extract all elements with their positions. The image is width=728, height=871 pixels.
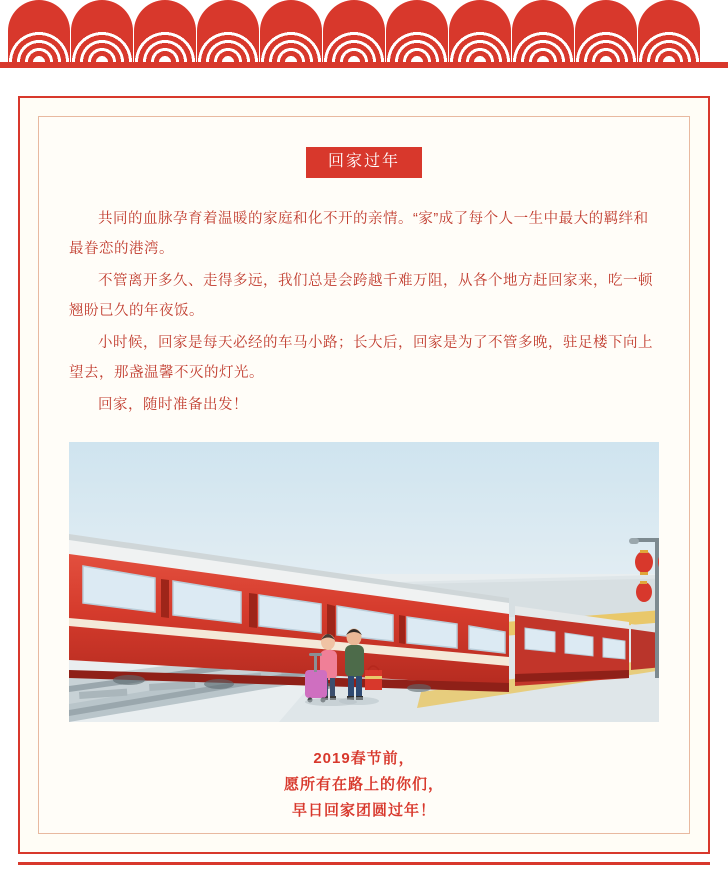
paragraph: 共同的血脉孕育着温暖的家庭和化不开的亲情。“家”成了每个人一生中最大的羁绊和最眷恋的港湾。 <box>69 211 649 257</box>
document-inner-border <box>38 116 690 834</box>
closing-line: 2019春节前， <box>313 750 415 767</box>
title-badge: 回家过年 <box>306 147 422 178</box>
arch-icon <box>386 0 448 62</box>
arch-icon <box>260 0 322 62</box>
banner-base-bar <box>0 62 728 68</box>
arch-icon <box>575 0 637 62</box>
closing-line: 早日回家团圆过年！ <box>291 802 436 819</box>
closing-message <box>39 746 689 824</box>
arch-icon <box>512 0 574 62</box>
document-frame <box>18 96 710 854</box>
arch-pattern-row <box>8 0 701 62</box>
bottom-rule <box>18 862 710 865</box>
closing-line: 愿所有在路上的你们， <box>283 776 444 793</box>
arch-icon <box>323 0 385 62</box>
paragraph: 不管离开多久、走得多远，我们总是会跨越千难万阻，从各个地方赶回家来，吃一顿翘盼已久的年夜饭。 <box>69 273 653 319</box>
illustration-train-station <box>69 442 659 722</box>
arch-icon <box>449 0 511 62</box>
arch-icon <box>71 0 133 62</box>
arch-icon <box>8 0 70 62</box>
arch-icon <box>197 0 259 62</box>
arch-icon <box>134 0 196 62</box>
paragraph: 小时候，回家是每天必经的车马小路；长大后，回家是为了不管多晚，驻足楼下向上望去，那盏温馨不灭的灯光。 <box>69 335 653 381</box>
arch-icon <box>638 0 700 62</box>
illustration-svg <box>69 442 659 722</box>
page-title <box>39 147 689 178</box>
article-body <box>69 204 659 420</box>
paragraph: 回家，随时准备出发！ <box>98 397 248 413</box>
top-decorative-banner <box>0 0 728 82</box>
